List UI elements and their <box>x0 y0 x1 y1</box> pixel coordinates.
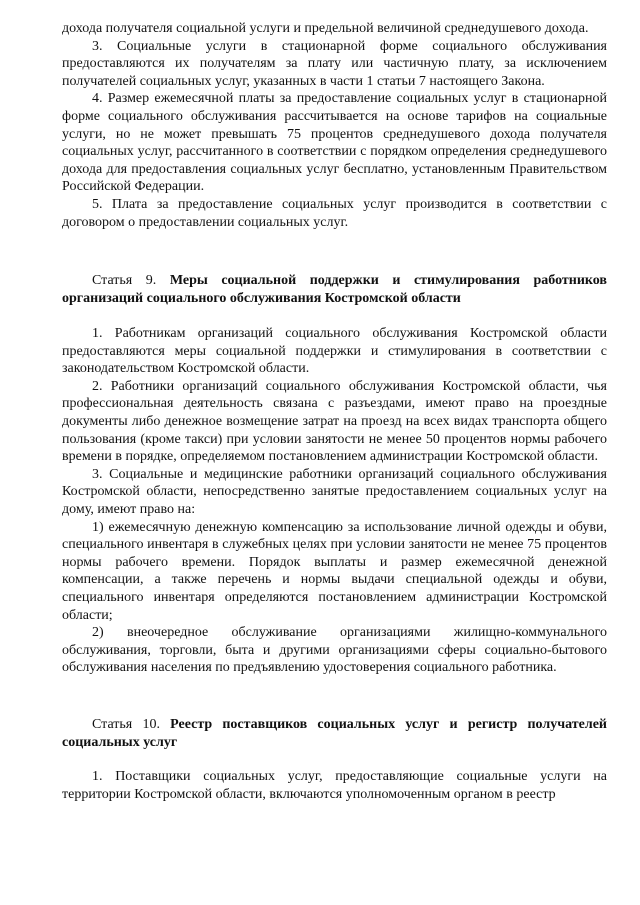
paragraph-intro: дохода получателя социальной услуги и предельной величиной среднедушевого дохода. <box>62 21 589 36</box>
paragraph-4: 4. Размер ежемесячной платы за предоставление социальных услуг в стационарной форме социального обслуживания рассчитывается на основе тарифов на социальные услуги, но не может превышать 75 процентов среднедушевого дохода получателя социальных услуг, рассчитанного в соответствии с порядком определения среднедушевого дохода для предоставления социальных услуг бесплатно, установленным Правительством Российской Федерации. <box>62 91 607 195</box>
article-9-paragraph-1: 1. Работникам организаций социального обслуживания Костромской области предоставляются меры социальной поддержки и стимулирования в соответствии с законодательством Костромской области. <box>62 326 607 377</box>
article-9-number: Статья 9. <box>92 273 157 288</box>
section-payment-continuation <box>62 20 607 231</box>
article-9-heading <box>62 272 607 307</box>
article-9-paragraph-2: 2. Работники организаций социального обслуживания Костромской области, чья профессиональная деятельность связана с разъездами, имеют право на проездные документы либо денежное возмещение затрат на проезд на всех видах транспорта общего пользования (кроме такси) при условии занятости не менее 50 процентов нормы рабочего времени в порядке, определяемом постановлением администрации Костромской области. <box>62 378 607 465</box>
article-10-heading <box>62 716 607 751</box>
article-9-paragraph-3: 3. Социальные и медицинские работники организаций социального обслуживания Костромской области, непосредственно занятые предоставлением социальных услуг на дому, имеют право на: <box>62 466 607 517</box>
article-9-title: Меры социальной поддержки и стимулирования работников организаций социального обслуживания Костромской области <box>62 273 607 306</box>
article-9-item-1: 1) ежемесячную денежную компенсацию за использование личной одежды и обуви, специального инвентаря в служебных целях при условии занятости не менее 75 процентов нормы рабочего времени. Порядок выплаты и размер ежемесячной денежной компенсации, а также перечень и нормы выдачи специальной одежды и обуви, специального инвентаря определяются постановлением администрации Костромской области; <box>62 519 607 623</box>
section-article-10 <box>62 768 607 803</box>
article-10-number: Статья 10. <box>92 717 160 732</box>
paragraph-5: 5. Плата за предоставление социальных услуг производится в соответствии с договором о предоставлении социальных услуг. <box>62 196 607 230</box>
article-10-title: Реестр поставщиков социальных услуг и регистр получателей социальных услуг <box>62 717 607 750</box>
paragraph-3: 3. Социальные услуги в стационарной форме социального обслуживания предоставляются их получателям за плату или частичную плату, за исключением получателей социальных услуг, указанных в части 1 статьи 7 настоящего Закона. <box>62 38 607 89</box>
article-9-item-2: 2) внеочередное обслуживание организациями жилищно-коммунального обслуживания, торговли, быта и другими организациями сферы социально-бытового обслуживания населения по предъявлению удостоверения социального работника. <box>62 625 607 676</box>
section-article-9 <box>62 325 607 677</box>
article-10-paragraph-1: 1. Поставщики социальных услуг, предоставляющие социальные услуги на территории Костромской области, включаются уполномоченным органом в реестр <box>62 769 607 802</box>
